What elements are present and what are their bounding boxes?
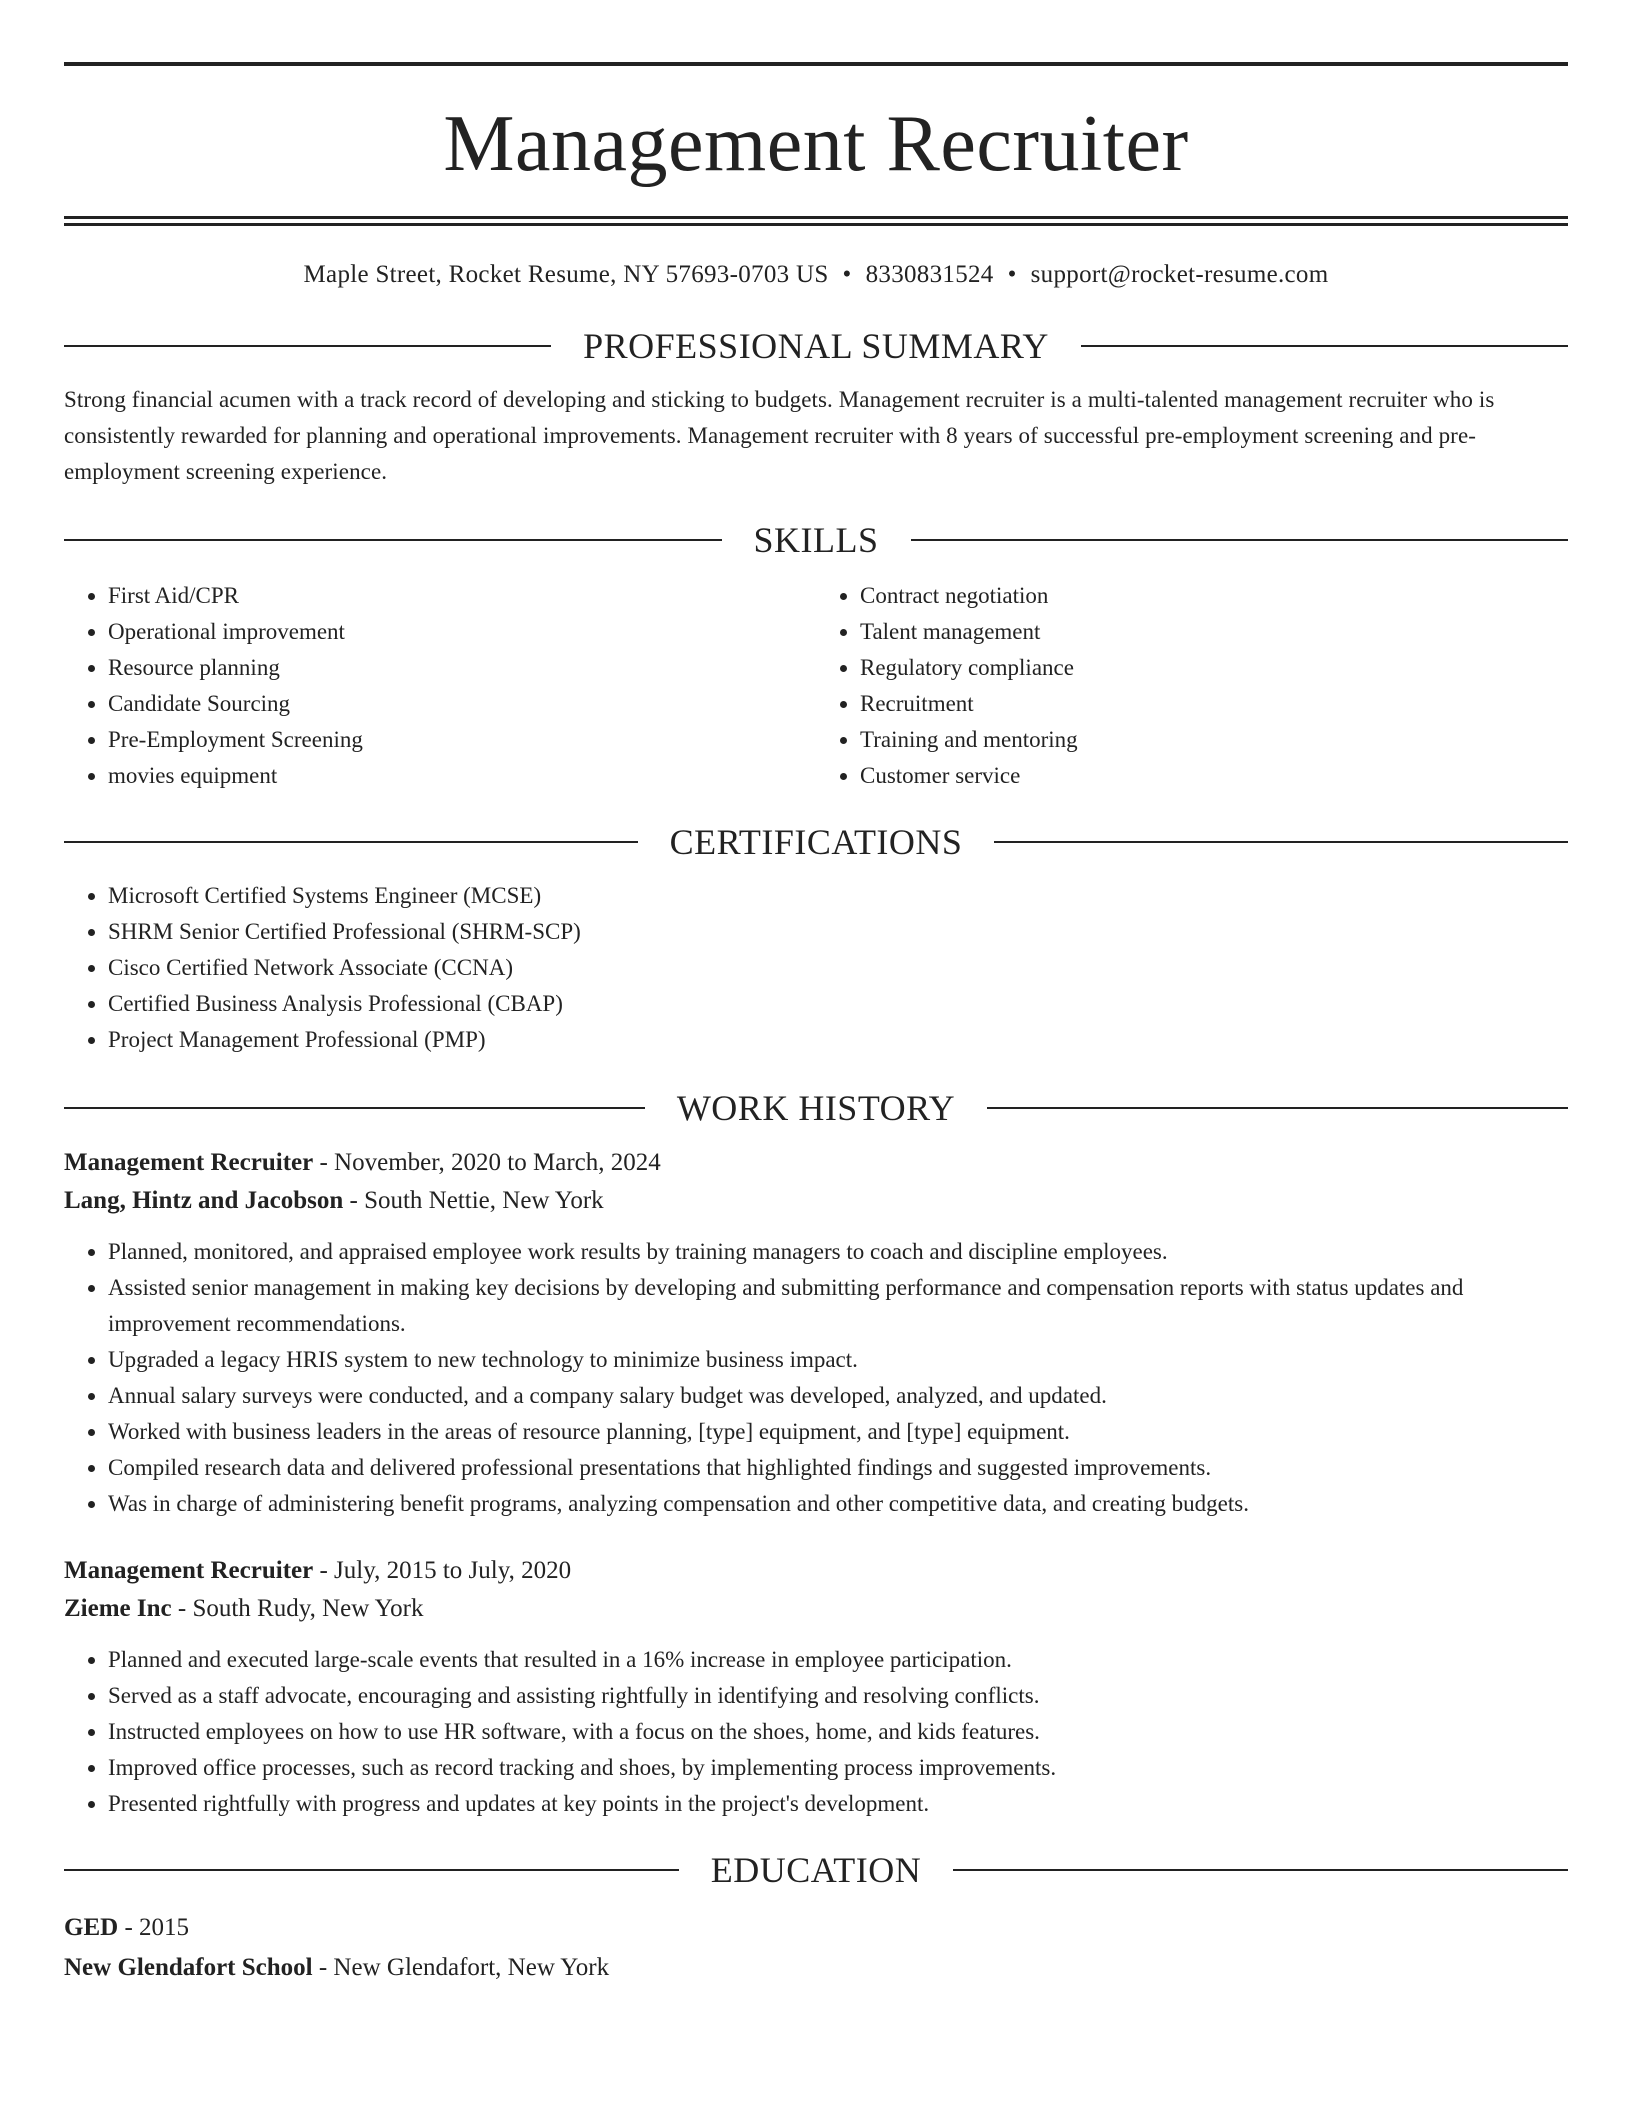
job-bullets	[64, 1642, 1568, 1822]
job-bullet: • Planned, monitored, and appraised employee work results by training managers to coach and discipline employees.	[108, 1234, 1568, 1270]
job-bullet: • Compiled research data and delivered professional presentations that highlighted findings and suggested improvements.	[108, 1450, 1568, 1486]
top-rule	[64, 62, 1568, 66]
education-degree: GED	[64, 1914, 119, 1941]
job-bullet: • Worked with business leaders in the areas of resource planning, [type] equipment, and [type] equipment.	[108, 1414, 1568, 1450]
contact-separator: •	[842, 261, 852, 288]
job-company: Lang, Hintz and Jacobson	[64, 1187, 344, 1214]
section-header-certifications	[64, 822, 1568, 862]
job-bullet: • Was in charge of administering benefit programs, analyzing compensation and other competitive data, and creating budgets.	[108, 1486, 1568, 1522]
section-title-education: EDUCATION	[710, 1850, 922, 1890]
skill-item: • Talent management	[860, 614, 1568, 650]
skill-item: • Customer service	[860, 758, 1568, 794]
section-rule-left	[64, 1107, 645, 1109]
education-entry	[64, 1908, 1568, 1988]
job-company: Zieme Inc	[64, 1595, 172, 1622]
skill-item: • Resource planning	[108, 650, 816, 686]
contact-phone[interactable]: 8330831524	[865, 261, 994, 288]
job-bullets	[64, 1234, 1568, 1522]
section-rule-right	[953, 1869, 1568, 1871]
job-title-line	[64, 1552, 1568, 1590]
section-title-summary: PROFESSIONAL SUMMARY	[583, 326, 1049, 366]
title-double-rule	[64, 216, 1568, 226]
education-school-line	[64, 1948, 1568, 1988]
resume-title: Management Recruiter	[443, 100, 1189, 188]
job-company-line	[64, 1590, 1568, 1628]
job-title-line	[64, 1144, 1568, 1182]
contact-separator: •	[1007, 261, 1017, 288]
section-rule-left	[64, 345, 551, 347]
section-header-education	[64, 1850, 1568, 1890]
job-dates: - July, 2015 to July, 2020	[313, 1557, 572, 1584]
section-header-summary	[64, 326, 1568, 366]
job-bullet: • Instructed employees on how to use HR software, with a focus on the shoes, home, and kids features.	[108, 1714, 1568, 1750]
job-dates: - November, 2020 to March, 2024	[313, 1149, 661, 1176]
skill-item: • First Aid/CPR	[108, 578, 816, 614]
skills-column-left	[64, 578, 816, 794]
education-school: New Glendafort School	[64, 1954, 313, 1981]
skills-list	[64, 578, 1568, 794]
skill-item: • Pre-Employment Screening	[108, 722, 816, 758]
job-company-line	[64, 1182, 1568, 1220]
job-location: - South Rudy, New York	[171, 1595, 424, 1622]
section-rule-right	[911, 539, 1569, 541]
section-rule-left	[64, 539, 722, 541]
skill-item: • movies equipment	[108, 758, 816, 794]
contact-address: Maple Street, Rocket Resume, NY 57693-0703 US	[303, 261, 829, 288]
contact-line	[64, 260, 1568, 290]
job-bullet: • Assisted senior management in making key decisions by developing and submitting performance and compensation reports with status updates and improvement recommendations.	[108, 1270, 1568, 1342]
skill-item: • Regulatory compliance	[860, 650, 1568, 686]
section-rule-right	[994, 841, 1568, 843]
job-bullet: • Planned and executed large-scale events that resulted in a 16% increase in employee participation.	[108, 1642, 1568, 1678]
section-rule-right	[987, 1107, 1568, 1109]
certification-item: • Project Management Professional (PMP)	[108, 1022, 1568, 1058]
job-bullet: • Upgraded a legacy HRIS system to new technology to minimize business impact.	[108, 1342, 1568, 1378]
skill-item: • Recruitment	[860, 686, 1568, 722]
skill-item: • Training and mentoring	[860, 722, 1568, 758]
job-bullet: • Improved office processes, such as record tracking and shoes, by implementing process improvements.	[108, 1750, 1568, 1786]
certification-item: • Cisco Certified Network Associate (CCNA)	[108, 950, 1568, 986]
job-bullet: • Served as a staff advocate, encouraging and assisting rightfully in identifying and resolving conflicts.	[108, 1678, 1568, 1714]
job-bullet: • Annual salary surveys were conducted, and a company salary budget was developed, analyzed, and updated.	[108, 1378, 1568, 1414]
certifications-list	[64, 878, 1568, 1058]
certification-item: • Microsoft Certified Systems Engineer (MCSE)	[108, 878, 1568, 914]
skill-item: • Candidate Sourcing	[108, 686, 816, 722]
job-role: Management Recruiter	[64, 1557, 314, 1584]
job-role: Management Recruiter	[64, 1149, 314, 1176]
section-title-skills: SKILLS	[753, 520, 879, 560]
education-location: - New Glendafort, New York	[312, 1954, 610, 1981]
skill-item: • Contract negotiation	[860, 578, 1568, 614]
section-rule-left	[64, 841, 638, 843]
job-location: - South Nettie, New York	[343, 1187, 604, 1214]
section-title-work-history: WORK HISTORY	[676, 1088, 956, 1128]
section-title-certifications: CERTIFICATIONS	[669, 822, 963, 862]
education-degree-line	[64, 1908, 1568, 1948]
skill-item: • Operational improvement	[108, 614, 816, 650]
certification-item: • Certified Business Analysis Professional (CBAP)	[108, 986, 1568, 1022]
section-rule-left	[64, 1869, 679, 1871]
contact-email[interactable]: support@rocket-resume.com	[1030, 261, 1329, 288]
job-bullet: • Presented rightfully with progress and updates at key points in the project's development.	[108, 1786, 1568, 1822]
section-rule-right	[1081, 345, 1568, 347]
skills-column-right	[816, 578, 1568, 794]
job-entry	[64, 1144, 1568, 1522]
section-header-skills	[64, 520, 1568, 560]
certification-item: • SHRM Senior Certified Professional (SHRM-SCP)	[108, 914, 1568, 950]
education-year: - 2015	[118, 1914, 190, 1941]
job-entry	[64, 1552, 1568, 1822]
section-header-work-history	[64, 1088, 1568, 1128]
summary-text: Strong financial acumen with a track record of developing and sticking to budgets. Management recruiter is a multi-talented management recruiter who is consistently rewarded for planning and operational improvements. Management recruiter with 8 years of successful pre-employment screening and pre-employment screening experience.	[64, 387, 1495, 484]
